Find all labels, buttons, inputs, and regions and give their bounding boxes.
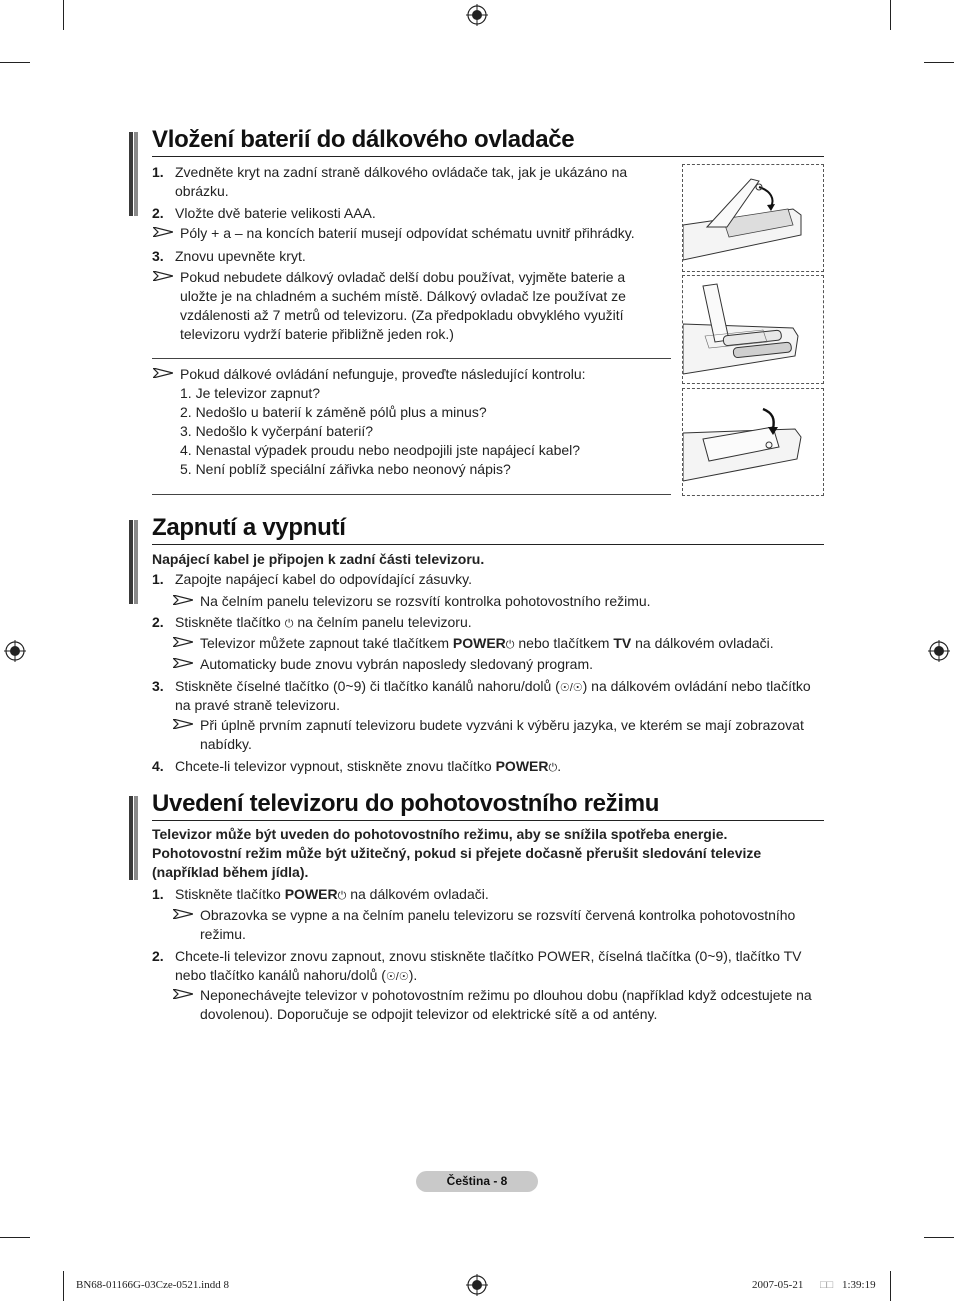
channel-updown-icon: ☉/☉ <box>385 971 409 983</box>
power-icon: ⏻ <box>548 762 558 774</box>
crop-mark <box>63 0 64 30</box>
note-arrow-icon <box>173 658 193 668</box>
note-text: televizoru vydrží baterie přibližně jeden rok.) <box>180 326 454 342</box>
note-text: uložte je na chladném a suchém místě. Dálkový ovladač lze používat ze <box>180 288 626 304</box>
step-text: Stiskněte tlačítko ⏻ na čelním panelu televizoru. <box>175 614 472 630</box>
section-marker-bar <box>129 520 138 604</box>
note-text: režimu. <box>200 926 246 942</box>
crop-mark <box>0 62 30 63</box>
file-slug: BN68-01166G-03Cze-0521.indd 8 <box>76 1279 229 1291</box>
divider <box>152 494 671 495</box>
note-arrow-icon <box>173 909 193 919</box>
remote-insert-batteries-illustration <box>682 275 824 384</box>
section-rule <box>152 156 824 157</box>
check-item: 5. Není poblíž speciální zářivka nebo neonový nápis? <box>180 461 511 477</box>
intro-text: Televizor může být uveden do pohotovostního režimu, aby se snížila spotřeba energie. <box>152 826 728 842</box>
registration-mark-icon <box>466 1274 488 1296</box>
step-text: nebo tlačítko kanálů nahoru/dolů (☉/☉). <box>175 967 418 983</box>
note-text: Televizor můžete zapnout také tlačítkem POWER⏻ nebo tlačítkem TV na dálkovém ovladači. <box>200 635 774 651</box>
power-icon: ⏻ <box>505 639 515 651</box>
note-text: Při úplně prvním zapnutí televizoru budete vyzváni k výběru jazyka, ve kterém se mají zobrazovat <box>200 717 804 733</box>
note-text: Póly + a – na koncích baterií musejí odpovídat schématu uvnitř přihrádky. <box>180 225 635 241</box>
slug-time: 1:39:19 <box>842 1279 876 1291</box>
crop-mark <box>890 1271 891 1301</box>
intro-text: Pohotovostní režim může být užitečný, pokud si přejete dočasně přerušit sledování televize <box>152 845 762 861</box>
crop-mark <box>63 1271 64 1301</box>
section-rule <box>152 544 824 545</box>
registration-mark-icon <box>928 640 950 662</box>
step-number: 2. <box>152 948 164 964</box>
step-text: Znovu upevněte kryt. <box>175 248 306 264</box>
remote-open-cover-illustration <box>682 164 824 272</box>
step-number: 1. <box>152 571 164 587</box>
remote-close-cover-illustration <box>682 388 824 496</box>
note-text: Neponechávejte televizor v pohotovostním režimu po dlouhou dobu (například když odcestujete na <box>200 987 812 1003</box>
note-arrow-icon <box>173 719 193 729</box>
note-arrow-icon <box>153 368 173 378</box>
slug-date: 2007-05-21 <box>752 1279 804 1291</box>
section-title-standby: Uvedení televizoru do pohotovostního režimu <box>152 790 660 817</box>
step-text: Zapojte napájecí kabel do odpovídající zásuvky. <box>175 571 473 587</box>
page-number-badge: Čeština - 8 <box>416 1171 538 1192</box>
slug-separator: □□ <box>820 1279 834 1291</box>
crop-mark <box>890 0 891 30</box>
note-text: Na čelním panelu televizoru se rozsvítí kontrolka pohotovostního režimu. <box>200 593 651 609</box>
note-arrow-icon <box>173 637 193 647</box>
power-icon: ⏻ <box>284 618 294 630</box>
step-number: 2. <box>152 614 164 630</box>
check-item: 4. Nenastal výpadek proudu nebo neodpojili jste napájecí kabel? <box>180 442 581 458</box>
channel-updown-icon: ☉/☉ <box>559 682 583 694</box>
step-number: 3. <box>152 248 164 264</box>
divider <box>152 358 671 359</box>
note-text: Pokud nebudete dálkový ovladač delší dobu používat, vyjměte baterie a <box>180 269 626 285</box>
note-arrow-icon <box>173 595 193 605</box>
step-number: 2. <box>152 205 164 221</box>
power-icon: ⏻ <box>337 890 347 902</box>
check-item: 1. Je televizor zapnut? <box>180 385 321 401</box>
step-text: Zvedněte kryt na zadní straně dálkového ovládače tak, jak je ukázáno na <box>175 164 628 180</box>
section-marker-bar <box>129 796 138 880</box>
step-text: obrázku. <box>175 183 229 199</box>
check-item: 3. Nedošlo k vyčerpání baterií? <box>180 423 373 439</box>
step-number: 1. <box>152 886 164 902</box>
registration-mark-icon <box>466 4 488 26</box>
crop-mark <box>924 62 954 63</box>
section-title-power: Zapnutí a vypnutí <box>152 514 346 541</box>
section-marker-bar <box>129 132 138 216</box>
step-text: Chcete-li televizor znovu zapnout, znovu stiskněte tlačítko POWER, číselná tlačítka (0~9), tlačítko TV <box>175 948 802 964</box>
step-text: Stiskněte tlačítko POWER⏻ na dálkovém ovladači. <box>175 886 489 902</box>
crop-mark <box>924 1237 954 1238</box>
note-text: Obrazovka se vypne a na čelním panelu televizoru se rozsvítí červená kontrolka pohotovostního <box>200 907 796 923</box>
note-arrow-icon <box>173 989 193 999</box>
check-intro: Pokud dálkové ovládání nefunguje, proveďte následující kontrolu: <box>180 366 586 382</box>
intro-text: (například během jídla). <box>152 864 309 880</box>
note-text: dovolenou). Doporučuje se odpojit televizor od elektrické sítě a od antény. <box>200 1006 658 1022</box>
section-title-batteries: Vložení baterií do dálkového ovladače <box>152 126 575 153</box>
step-text: Stiskněte číselné tlačítko (0~9) či tlačítko kanálů nahoru/dolů (☉/☉) na dálkovém ovládání nebo tlačítko <box>175 678 811 694</box>
intro-text: Napájecí kabel je připojen k zadní části televizoru. <box>152 551 485 567</box>
step-number: 4. <box>152 758 164 774</box>
note-text: nabídky. <box>200 736 252 752</box>
note-arrow-icon <box>153 271 173 281</box>
section-rule <box>152 820 824 821</box>
registration-mark-icon <box>4 640 26 662</box>
note-text: Automaticky bude znovu vybrán naposledy sledovaný program. <box>200 656 593 672</box>
step-text: Vložte dvě baterie velikosti AAA. <box>175 205 376 221</box>
note-arrow-icon <box>153 227 173 237</box>
crop-mark <box>0 1237 30 1238</box>
step-text: na pravé straně televizoru. <box>175 697 340 713</box>
step-number: 1. <box>152 164 164 180</box>
check-item: 2. Nedošlo u baterií k záměně pólů plus a minus? <box>180 404 487 420</box>
note-text: vzdálenosti až 7 metrů od televizoru. (Za předpokladu obvyklého využití <box>180 307 624 323</box>
step-text: Chcete-li televizor vypnout, stiskněte znovu tlačítko POWER⏻. <box>175 758 562 774</box>
step-number: 3. <box>152 678 164 694</box>
